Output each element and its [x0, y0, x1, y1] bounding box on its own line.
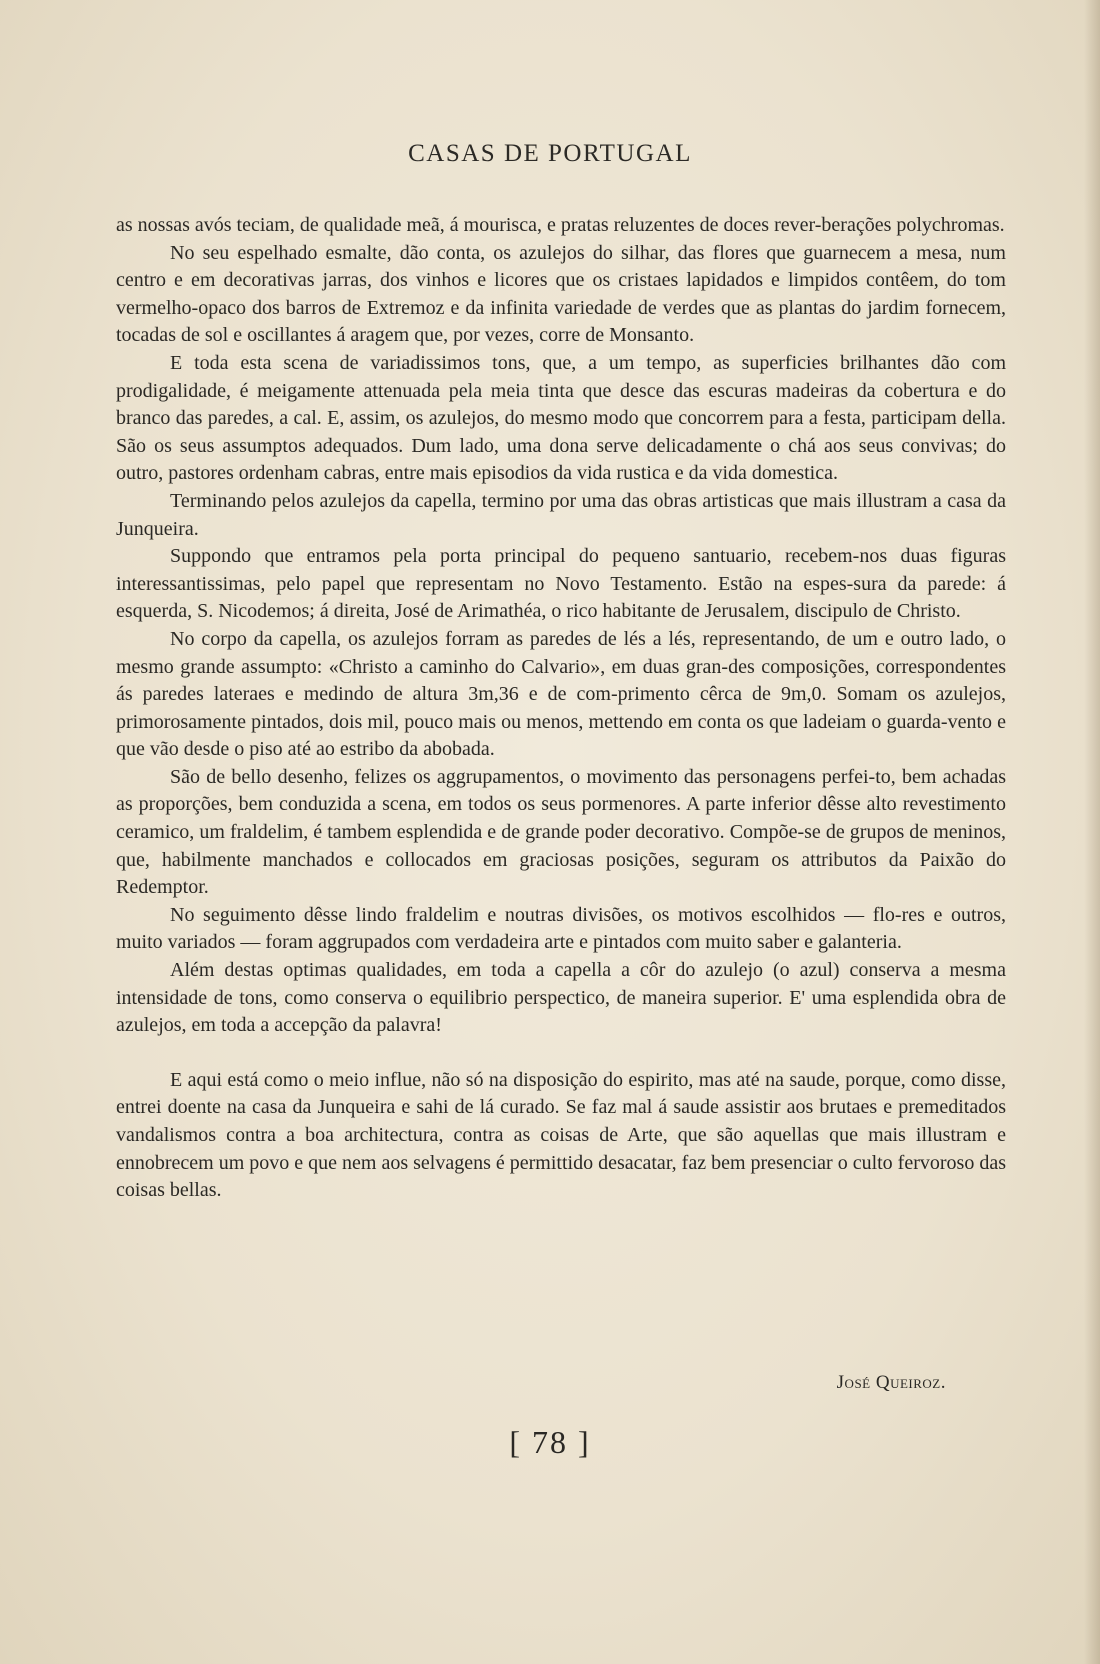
- paragraph-7: São de bello desenho, felizes os aggrupamentos, o movimento das personagens perfei-to, bem achadas as proporções, bem conduzida a scena, em todos os seus pormenores. A parte inferior dêsse alto revestimento ceramico, um fraldelim, é tambem esplendida e de grande poder decorativo. Compõe-se de grupos de meninos, que, habilmente manchados e collocados em graciosas posições, seguram os attributos da Paixão do Redemptor.: [116, 765, 1006, 899]
- body-text: [116, 212, 1006, 1205]
- paragraph-4: Terminando pelos azulejos da capella, termino por uma das obras artisticas que mais illustram a casa da Junqueira.: [116, 489, 1006, 540]
- running-head: CASAS DE PORTUGAL: [408, 140, 692, 167]
- paragraph-5: Suppondo que entramos pela porta principal do pequeno santuario, recebem-nos duas figuras interessantissimas, pelo papel que representam no Novo Testamento. Estão na espes-sura da parede: á esquerda, S. Nicodemos; á direita, José de Arimathéa, o rico habitante de Jerusalem, discipulo de Christo.: [116, 545, 1006, 623]
- paragraph-10: E aqui está como o meio influe, não só na disposição do espirito, mas até na saude, porque, como disse, entrei doente na casa da Junqueira e sahi de lá curado. Se faz mal á saude assistir aos brutaes e premeditados vandalismos contra a boa architectura, contra as coisas de Arte, que são aquellas que mais illustram e ennobrecem um povo e que nem aos selvagens é permittido desacatar, faz bem presenciar o culto fervoroso das coisas bellas.: [116, 1068, 1006, 1202]
- page-number: [ 78 ]: [509, 1424, 591, 1460]
- paragraph-9: Além destas optimas qualidades, em toda a capella a côr do azulejo (o azul) conserva a mesma intensidade de tons, como conserva o equilibrio perspectico, de maneira superior. E' uma esplendida obra de azulejos, em toda a accepção da palavra!: [116, 959, 1006, 1037]
- page-edge-shadow: [1084, 0, 1100, 1664]
- paragraph-6: No corpo da capella, os azulejos forram as paredes de lés a lés, representando, de um e outro lado, o mesmo grande assumpto: «Christo a caminho do Calvario», em duas gran-des composições, correspondentes ás paredes lateraes e medindo de altura 3m,36 e de com-primento cêrca de 9m,0. Somam os azulejos, primorosamente pintados, dois mil, pouco mais ou menos, mettendo em conta os que ladeiam o guarda-vento e que vão desde o piso até ao estribo da abobada.: [116, 627, 1006, 761]
- paragraph-2: No seu espelhado esmalte, dão conta, os azulejos do silhar, das flores que guarnecem a mesa, num centro e em decorativas jarras, dos vinhos e licores que os cristaes lapidados e limpidos contêem, do tom vermelho-opaco dos barros de Extremoz e da infinita variedade de verdes que as plantas do jardim fornecem, tocadas de sol e oscillantes á aragem que, por vezes, corre de Monsanto.: [116, 241, 1006, 347]
- paragraph-8: No seguimento dêsse lindo fraldelim e noutras divisões, os motivos escolhidos — flo-res e outros, muito variados — foram aggrupados com verdadeira arte e pintados com muito saber e galanteria.: [116, 903, 1006, 954]
- author-signature: José Queiroz.: [836, 1372, 946, 1393]
- paragraph-1: as nossas avós teciam, de qualidade meã, á mourisca, e pratas reluzentes de doces rever-berações polychromas.: [116, 214, 1005, 236]
- paragraph-3: E toda esta scena de variadissimos tons, que, a um tempo, as superficies brilhantes dão com prodigalidade, é meigamente attenuada pela meia tinta que desce das escuras madeiras da cobertura e do branco das paredes, a cal. E, assim, os azulejos, do mesmo modo que concorrem para a festa, participam della. São os seus assumptos adequados. Dum lado, uma dona serve delicadamente o chá aos seus convivas; do outro, pastores ordenham cabras, entre mais episodios da vida rustica e da vida domestica.: [116, 351, 1006, 485]
